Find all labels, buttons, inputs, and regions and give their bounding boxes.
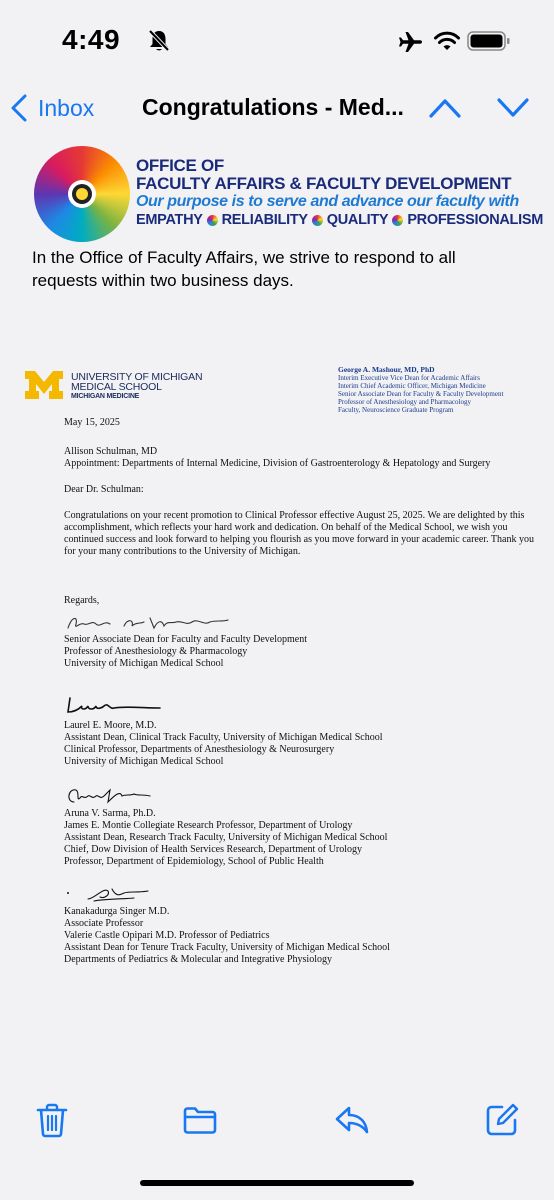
dean-letterhead <box>338 366 503 414</box>
signature-mashour <box>64 612 234 634</box>
chevron-left-icon <box>10 94 28 122</box>
signatory-line: Professor of Anesthesiology & Pharmacology <box>64 646 248 657</box>
signature-moore <box>64 690 164 720</box>
signatory-line: Chief, Dow Division of Health Services Research, Department of Urology <box>64 844 362 855</box>
airplane-icon <box>398 31 424 53</box>
signature-singer <box>64 882 154 906</box>
signatory-line: Assistant Dean, Research Track Faculty, University of Michigan Medical School <box>64 832 388 843</box>
signatory-line: University of Michigan Medical School <box>64 658 224 669</box>
signatory-line: Assistant Dean for Tenure Track Faculty, University of Michigan Medical School <box>64 942 390 953</box>
color-dot-icon <box>312 215 323 226</box>
office-banner <box>32 144 552 244</box>
office-title-line1: OFFICE OF <box>136 156 224 175</box>
back-to-inbox-button[interactable] <box>10 90 94 126</box>
color-dot-icon <box>392 215 403 226</box>
previous-message-button[interactable] <box>427 92 463 122</box>
office-color-wheel-logo <box>32 144 132 244</box>
battery-icon <box>467 30 511 52</box>
value-professionalism: PROFESSIONALISM <box>407 212 543 228</box>
um-line3: MICHIGAN MEDICINE <box>71 393 140 400</box>
signatory-block <box>64 690 534 768</box>
salutation: Dear Dr. Schulman: <box>64 484 144 495</box>
compose-icon[interactable] <box>484 1102 520 1138</box>
signatory-line: Departments of Pediatrics & Molecular and Integrative Physiology <box>64 954 332 965</box>
dean-title: Interim Chief Academic Officer, Michigan Medicine <box>338 382 486 390</box>
recipient-name: Allison Schulman, MD <box>64 446 158 457</box>
value-reliability: RELIABILITY <box>221 212 308 228</box>
value-empathy: EMPATHY <box>136 212 203 228</box>
next-message-button[interactable] <box>495 92 531 122</box>
um-wordmark <box>71 372 202 401</box>
recipient-appointment: Appointment: Departments of Internal Medicine, Division of Gastroenterology & Hepatology and Surgery <box>64 458 491 469</box>
folder-icon[interactable] <box>182 1102 218 1138</box>
trash-icon[interactable] <box>34 1102 70 1138</box>
back-label: Inbox <box>38 94 95 121</box>
dean-name: George A. Mashour, MD, PhD <box>338 365 435 374</box>
office-title-line2: FACULTY AFFAIRS & FACULTY DEVELOPMENT <box>136 174 512 193</box>
signatory-line: James E. Montie Collegiate Research Professor, Department of Urology <box>64 820 353 831</box>
value-quality: QUALITY <box>326 212 389 228</box>
status-bar <box>0 0 554 80</box>
dean-title: Senior Associate Dean for Faculty & Faculty Development <box>338 390 504 398</box>
dean-title: Interim Executive Vice Dean for Academic Affairs <box>338 374 480 382</box>
office-purpose: Our purpose is to serve and advance our faculty with <box>136 193 519 210</box>
signatory-line: University of Michigan Medical School <box>64 756 224 767</box>
signatory-line: Professor, Department of Epidemiology, School of Public Health <box>64 856 324 867</box>
dean-title: Professor of Anesthesiology and Pharmacology <box>338 398 471 406</box>
um-line1: UNIVERSITY OF MICHIGAN <box>71 371 203 383</box>
signature-sarma <box>64 782 154 808</box>
signatory-line: Kanakadurga Singer M.D. <box>64 906 170 917</box>
bell-slash-icon <box>148 29 170 53</box>
intro-text: In the Office of Faculty Affairs, we strive to respond to all requests within two business days. <box>32 248 456 290</box>
dean-title: Faculty, Neuroscience Graduate Program <box>338 406 454 414</box>
signatory-block <box>64 882 534 966</box>
letter-address <box>64 446 534 470</box>
color-dot-icon <box>207 215 218 226</box>
wifi-icon <box>433 30 461 52</box>
email-subject-title: Congratulations - Med... <box>142 94 404 120</box>
um-line2: MEDICAL SCHOOL <box>71 381 162 393</box>
office-values <box>136 211 543 229</box>
signatory-block <box>64 612 534 670</box>
signatory-block <box>64 782 534 868</box>
home-indicator <box>140 1180 414 1186</box>
nav-bar <box>0 80 554 136</box>
letter-body: Congratulations on your recent promotion to Clinical Professor effective August 25, 2025. We are delighted by this accomplishment, which reflects your hard work and dedication. On behalf of the Medical School, we wish you continued success and look forward to helping you flourish as you move forward in your academic career. Thank you for your many contributions to the University of Michigan. <box>64 510 534 557</box>
signatory-line: Aruna V. Sarma, Ph.D. <box>64 808 156 819</box>
reply-icon[interactable] <box>334 1102 370 1138</box>
signatory-line: Laurel E. Moore, M.D. <box>64 720 157 731</box>
block-m-logo <box>24 370 64 400</box>
regards: Regards, <box>64 595 100 606</box>
signatory-line: Valerie Castle Opipari M.D. Professor of Pediatrics <box>64 930 270 941</box>
signatory-line: Clinical Professor, Departments of Anesthesiology & Neurosurgery <box>64 744 335 755</box>
letter-date: May 15, 2025 <box>64 417 120 428</box>
status-time: 4:49 <box>62 24 121 55</box>
signatory-line: Senior Associate Dean for Faculty and Faculty Development <box>64 634 307 645</box>
signatory-line: Assistant Dean, Clinical Track Faculty, University of Michigan Medical School <box>64 732 383 743</box>
signatory-line: Associate Professor <box>64 918 144 929</box>
